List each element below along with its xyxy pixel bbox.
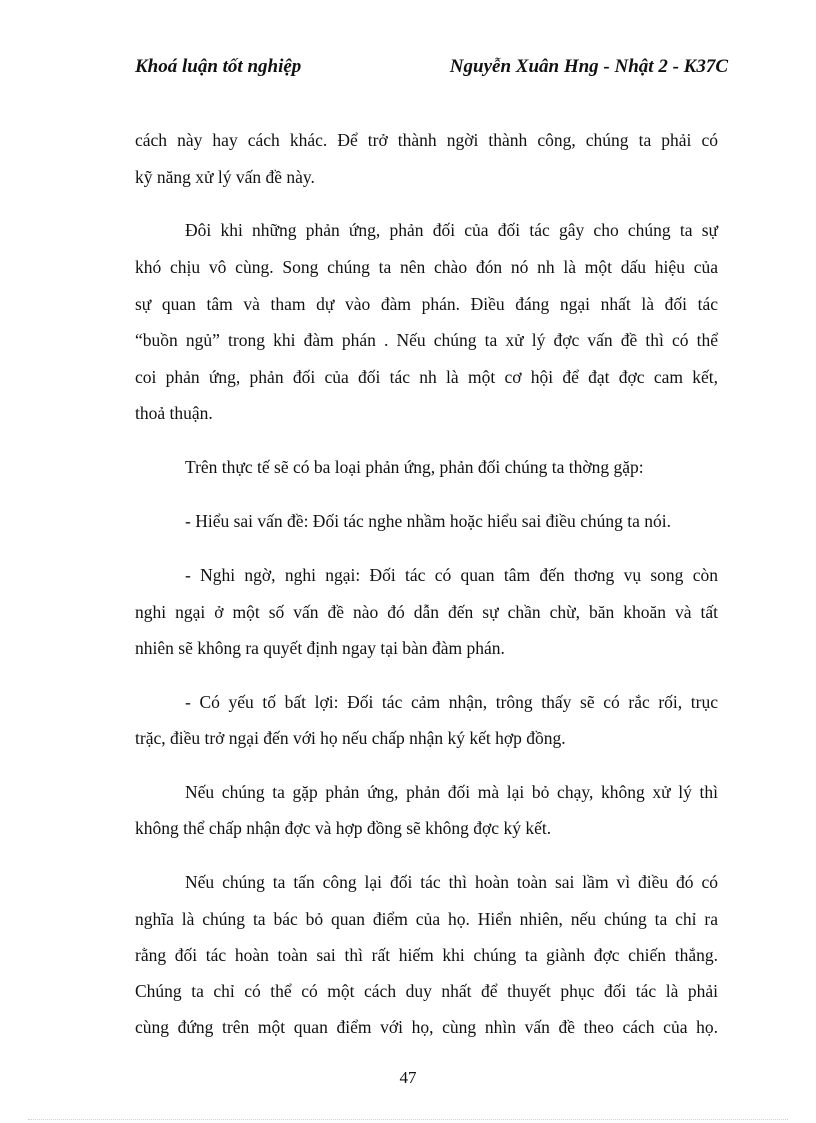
- text-line: Nếu chúng ta gặp phản ứng, phản đối mà lại bỏ chạy, không xử lý thì: [185, 782, 718, 802]
- text-line: sự quan tâm và tham dự vào đàm phán. Điều đáng ngại nhất là đối tác: [135, 294, 718, 314]
- text-line: kỹ năng xử lý vấn đề này.: [135, 167, 315, 187]
- text-line: nhiên sẽ không ra quyết định ngay tại bàn đàm phán.: [135, 638, 505, 658]
- text-line: trặc, điều trở ngại đến với họ nếu chấp nhận ký kết hợp đồng.: [135, 728, 566, 748]
- page-header: [135, 56, 728, 78]
- text-line: thoả thuận.: [135, 403, 213, 423]
- text-line: không thể chấp nhận đợc và hợp đồng sẽ không đợc ký kết.: [135, 818, 552, 838]
- text-line: rằng đối tác hoàn toàn sai thì rất hiếm khi chúng ta giành đợc chiến thắng.: [135, 945, 718, 965]
- page-number: 47: [399, 1068, 417, 1087]
- text-line: cách này hay cách khác. Để trở thành ngời thành công, chúng ta phải có: [135, 130, 718, 150]
- text-line: Đôi khi những phản ứng, phản đối của đối tác gây cho chúng ta sự: [185, 220, 718, 240]
- header-thesis-title: Khoá luận tốt nghiệp: [135, 56, 302, 77]
- text-line: cùng đứng trên một quan điểm với họ, cùng nhìn vấn đề theo cách của họ.: [135, 1017, 718, 1037]
- text-line: Nếu chúng ta tấn công lại đối tác thì hoàn toàn sai lầm vì điều đó có: [185, 872, 718, 892]
- text-line: coi phản ứng, phản đối của đối tác nh là một cơ hội để đạt đợc cam kết,: [135, 367, 718, 387]
- text-line: nghi ngại ở một số vấn đề nào đó dẫn đến sự chần chừ, băn khoăn và tất: [135, 602, 718, 622]
- text-line: - Hiểu sai vấn đề: Đối tác nghe nhầm hoặc hiểu sai điều chúng ta nói.: [185, 511, 671, 531]
- text-line: Trên thực tế sẽ có ba loại phản ứng, phản đối chúng ta thờng gặp:: [185, 457, 644, 477]
- page-bottom-divider: [28, 1119, 788, 1120]
- text-line: - Có yếu tố bất lợi: Đối tác cảm nhận, trông thấy sẽ có rắc rối, trục: [185, 692, 718, 712]
- text-line: nghĩa là chúng ta bác bỏ quan điểm của họ. Hiển nhiên, nếu chúng ta chỉ ra: [135, 909, 718, 929]
- text-line: “buồn ngủ” trong khi đàm phán . Nếu chúng ta xử lý đợc vấn đề thì có thể: [135, 330, 718, 350]
- text-line: - Nghi ngờ, nghi ngại: Đối tác có quan tâm đến thơng vụ song còn: [185, 565, 718, 585]
- header-author-class: Nguyễn Xuân Hng - Nhật 2 - K37C: [449, 56, 728, 77]
- text-line: Chúng ta chỉ có thể có một cách duy nhất để thuyết phục đối tác là phải: [135, 981, 718, 1001]
- text-line: khó chịu vô cùng. Song chúng ta nên chào đón nó nh là một dấu hiệu của: [135, 257, 718, 277]
